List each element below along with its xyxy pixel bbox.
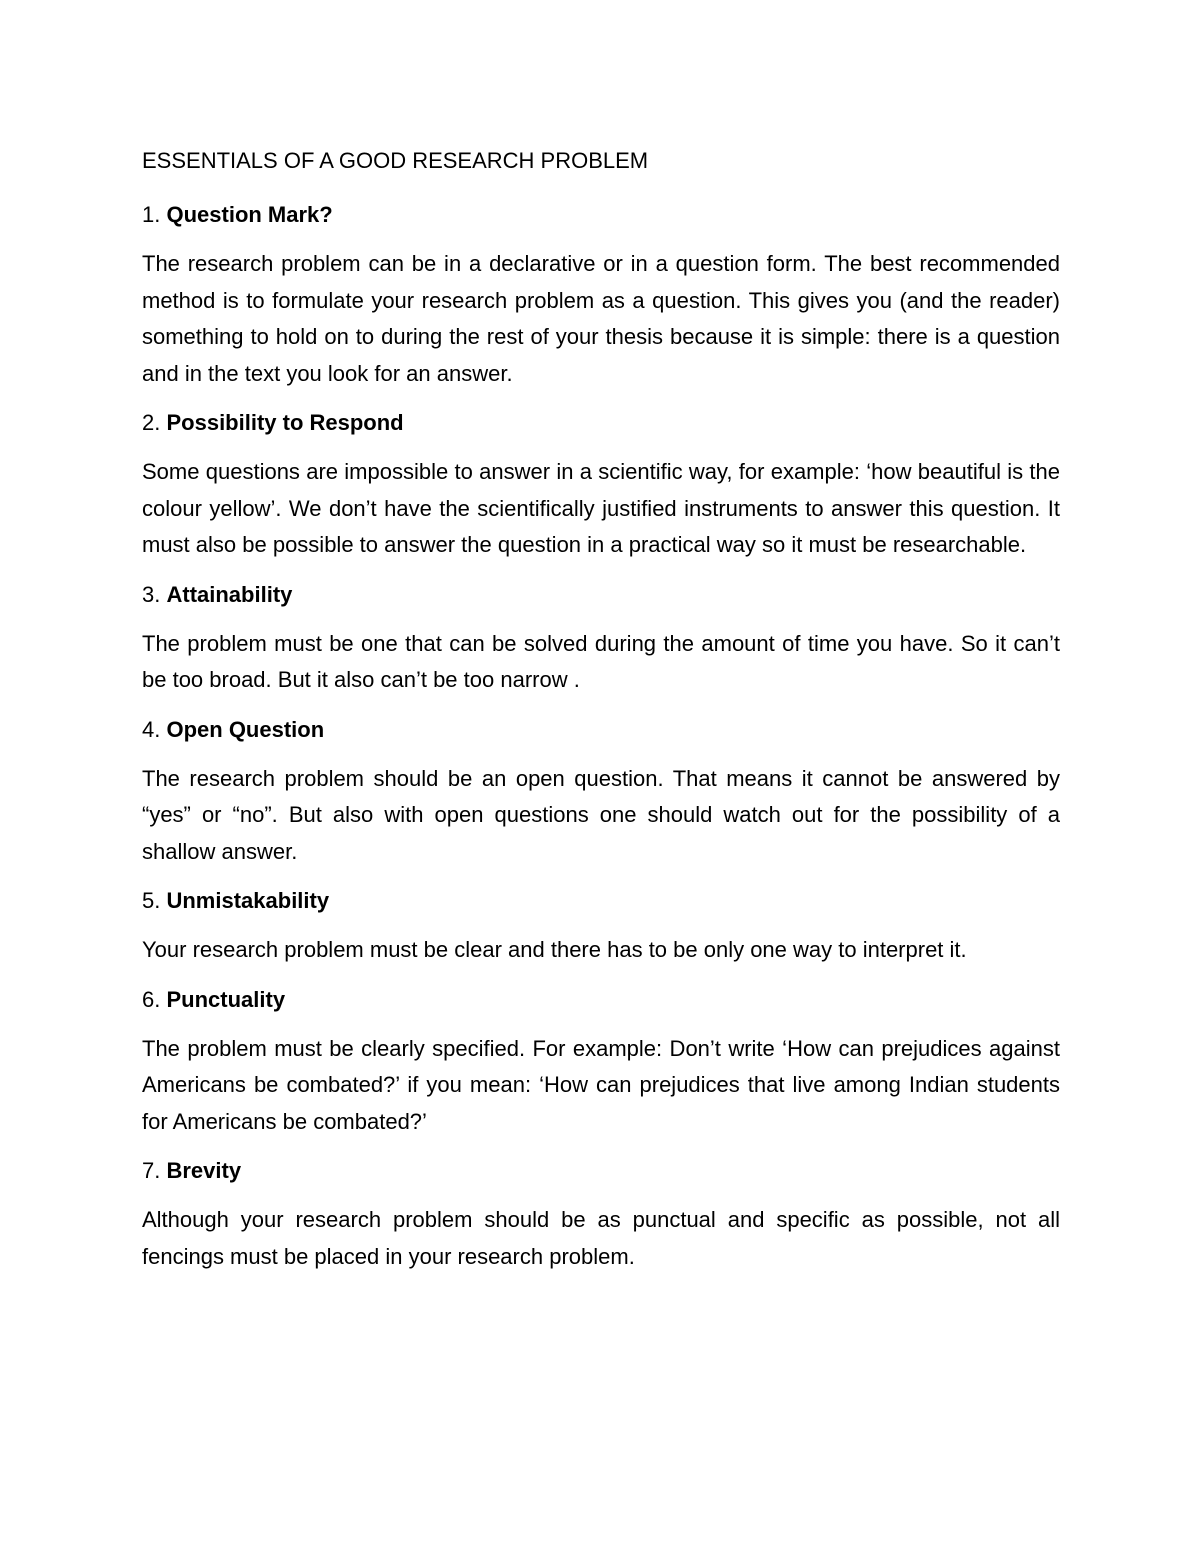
- document-page: [142, 146, 1060, 1291]
- section-number: 6.: [142, 986, 161, 1012]
- section-heading: [142, 1156, 1060, 1186]
- section-title: Punctuality: [166, 986, 286, 1012]
- section-heading: [142, 580, 1060, 610]
- section-title: Open Question: [166, 716, 325, 742]
- section-title: Brevity: [166, 1158, 242, 1183]
- section-number: 2.: [142, 410, 161, 435]
- section-number: 3.: [142, 581, 161, 607]
- section-number: 5.: [142, 888, 161, 913]
- section-brevity: [142, 1156, 1060, 1275]
- section-heading: [142, 408, 1060, 438]
- section-body: The research problem can be in a declarative or in a question form. The best recommended method is to formulate your research problem as a question. This gives you (and the reader) something to hold on to during the rest of your thesis because it is simple: there is a question and in the text you look for an answer.: [142, 251, 1060, 386]
- section-heading: [142, 715, 1060, 745]
- section-punctuality: [142, 985, 1060, 1141]
- document-title: ESSENTIALS OF A GOOD RESEARCH PROBLEM: [142, 148, 649, 173]
- section-number: 7.: [142, 1158, 161, 1183]
- section-body: Some questions are impossible to answer in a scientific way, for example: ‘how beautiful is the colour yellow’. We don’t have the scientifically justified instruments to answer this question. It must also be possible to answer the question in a practical way so it must be researchable.: [142, 459, 1060, 557]
- section-attainability: [142, 580, 1060, 699]
- section-question-mark: [142, 200, 1060, 392]
- section-number: 4.: [142, 716, 161, 742]
- section-body: The problem must be clearly specified. For example: Don’t write ‘How can prejudices against Americans be combated?’ if you mean: ‘How can prejudices that live among Indian students for Americans be combated?’: [142, 1035, 1060, 1134]
- section-title: Possibility to Respond: [166, 410, 404, 435]
- section-unmistakability: [142, 886, 1060, 969]
- section-body: Although your research problem should be as punctual and specific as possible, not all fencings must be placed in your research problem.: [142, 1207, 1060, 1269]
- section-heading: [142, 200, 1060, 230]
- section-number: 1.: [142, 202, 161, 227]
- section-body: Your research problem must be clear and there has to be only one way to interpret it.: [142, 937, 967, 962]
- section-heading: [142, 886, 1060, 916]
- section-title: Attainability: [166, 581, 293, 607]
- section-body: The research problem should be an open question. That means it cannot be answered by “yes” or “no”. But also with open questions one should watch out for the possibility of a shallow answer.: [142, 765, 1060, 864]
- section-title: Unmistakability: [166, 888, 330, 913]
- section-title: Question Mark?: [166, 202, 333, 227]
- section-open-question: [142, 715, 1060, 871]
- section-heading: [142, 985, 1060, 1015]
- section-possibility-to-respond: [142, 408, 1060, 564]
- section-body: The problem must be one that can be solved during the amount of time you have. So it can’t be too broad. But it also can’t be too narrow .: [142, 630, 1060, 692]
